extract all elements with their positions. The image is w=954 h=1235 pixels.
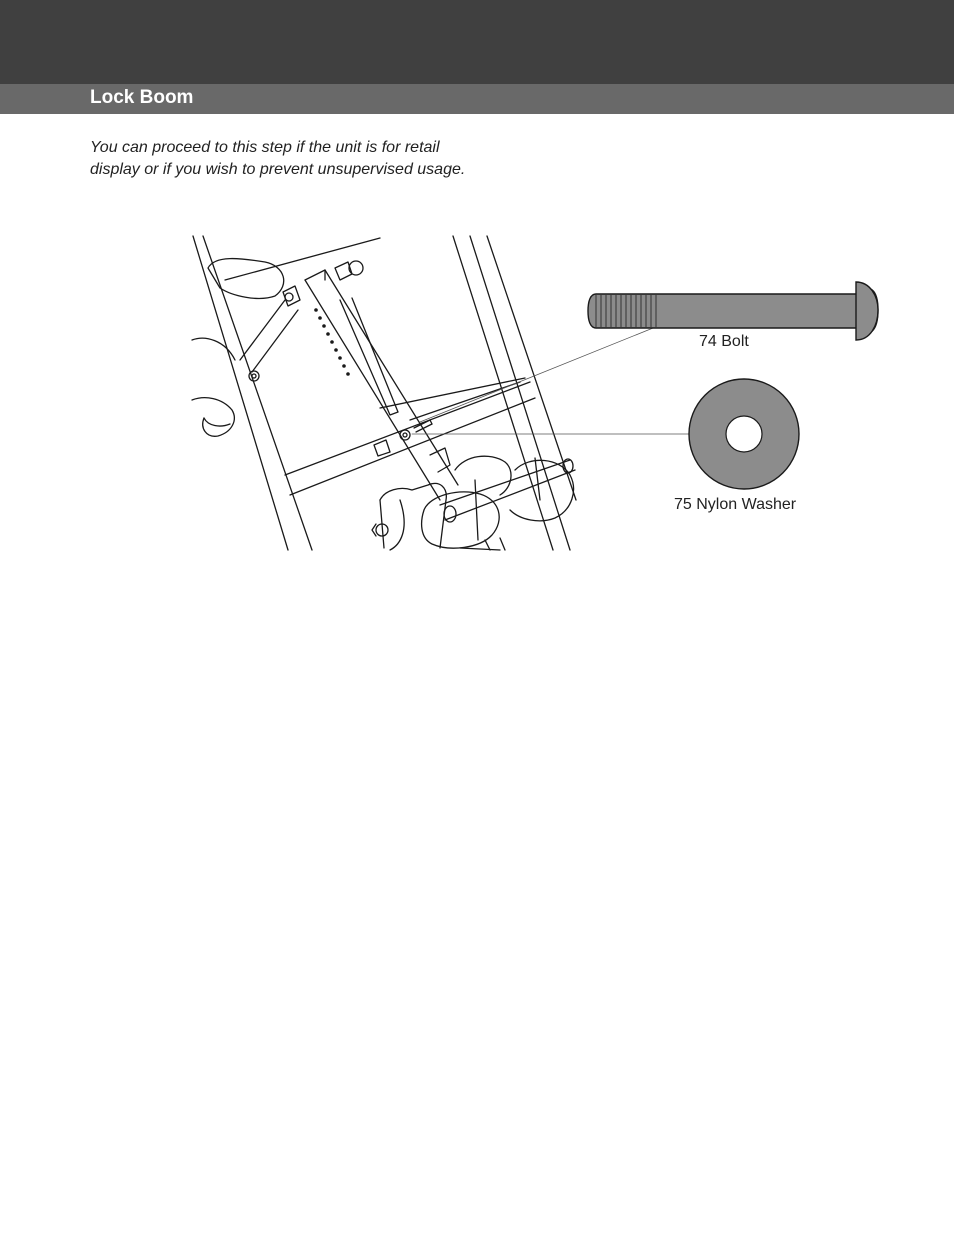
washer-75-label: 75 Nylon Washer (674, 496, 797, 513)
intro-line-2: display or if you wish to prevent unsupervised usage. (90, 161, 466, 178)
bolt-74-detail (588, 282, 878, 340)
header-bar (0, 0, 954, 84)
adjustment-holes (314, 308, 350, 376)
pivot-knob-top (283, 261, 363, 306)
bolt-74-label: 74 Bolt (699, 333, 749, 350)
intro-text (90, 137, 510, 181)
intro-line-1: You can proceed to this step if the unit is for retail (90, 139, 440, 156)
frame-leg-left (193, 236, 312, 550)
leader-lines (412, 326, 690, 434)
boom-tube (305, 270, 458, 500)
section-title: Lock Boom (90, 87, 194, 108)
ankle-clamp (372, 448, 575, 550)
washer-75-detail (689, 379, 799, 489)
side-pin (374, 440, 390, 456)
frame-leg-right (453, 236, 576, 550)
bolt-insertion (400, 420, 432, 440)
assembly-illustration (0, 200, 954, 560)
